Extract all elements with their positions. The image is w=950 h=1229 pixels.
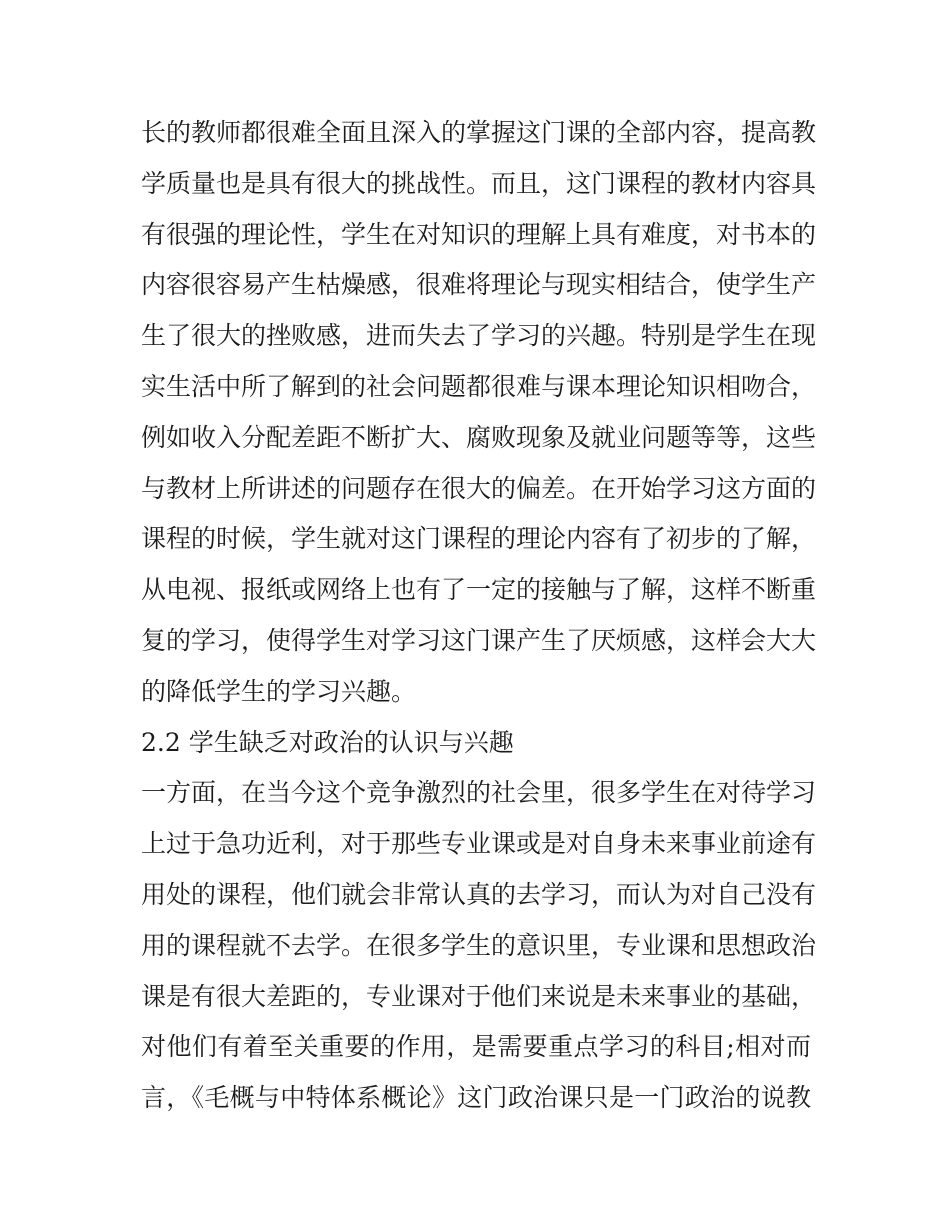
text-line: 对他们有着至关重要的作用，是需要重点学习的科目;相对而 [141,1032,811,1062]
text-line: 课程的时候，学生就对这门课程的理论内容有了初步的了解， [141,524,817,554]
text-line: 有很强的理论性，学生在对知识的理解上具有难度，对书本的 [141,219,817,249]
text-line: 课是有很大差距的，专业课对于他们来说是未来事业的基础， [141,981,817,1011]
text-line: 一方面，在当今这个竞争激烈的社会里，很多学生在对待学习 [141,778,817,808]
text-line: 内容很容易产生枯燥感，很难将理论与现实相结合，使学生产 [141,270,817,300]
text-line: 用处的课程，他们就会非常认真的去学习，而认为对自己没有 [141,879,817,909]
text-line: 生了很大的挫败感，进而失去了学习的兴趣。特别是学生在现 [141,321,817,351]
paragraph-1 [141,108,817,718]
paragraph-2 [141,768,817,1124]
text-line: 的降低学生的学习兴趣。 [141,676,417,706]
text-line: 用的课程就不去学。在很多学生的意识里，专业课和思想政治 [141,930,817,960]
text-line: 长的教师都很难全面且深入的掌握这门课的全部内容，提高教 [141,118,817,147]
text-line: 言，《毛概与中特体系概论》这门政治课只是一门政治的说教 [141,1083,811,1113]
text-line: 与教材上所讲述的问题存在很大的偏差。在开始学习这方面的 [141,473,817,503]
document-body [141,108,817,1124]
text-line: 上过于急功近利，对于那些专业课或是对自身未来事业前途有 [141,829,817,859]
text-line: 复的学习，使得学生对学习这门课产生了厌烦感，这样会大大 [141,625,817,655]
section-heading: 2.2 学生缺乏对政治的认识与兴趣 [141,727,514,757]
text-line: 学质量也是具有很大的挑战性。而且，这门课程的教材内容具 [141,168,817,198]
text-line: 例如收入分配差距不断扩大、腐败现象及就业问题等等，这些 [141,422,817,452]
text-line: 从电视、报纸或网络上也有了一定的接触与了解，这样不断重 [141,575,817,605]
text-line: 实生活中所了解到的社会问题都很难与课本理论知识相吻合， [141,371,817,401]
